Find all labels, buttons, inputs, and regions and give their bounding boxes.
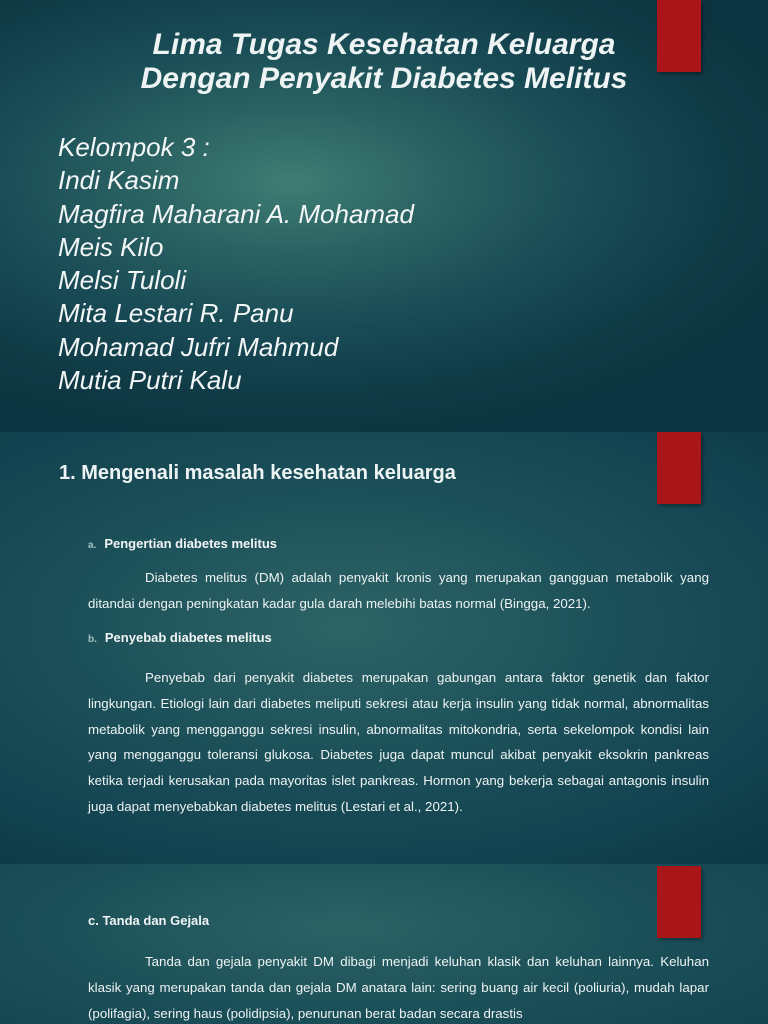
list-marker: b. <box>88 634 97 645</box>
paragraph-c <box>88 949 709 1024</box>
title-slide <box>0 0 768 432</box>
paragraph-text: Diabetes melitus (DM) adalah penyakit kronis yang merupakan gangguan metabolik yang ditandai dengan peningkatan kadar gula darah melebihi batas normal (Bingga, 2021). <box>88 570 709 611</box>
paragraph-text: Tanda dan gejala penyakit DM dibagi menjadi keluhan klasik dan keluhan lainnya. Keluhan klasik yang merupakan tanda dan gejala DM anatara lain: sering buang air kecil (poliuria), mudah lapar (polifagia), sering haus (polidipsia), penurunan berat badan secara drastis <box>88 954 709 1021</box>
title-line-2: Dengan Penyakit Diabetes Melitus <box>140 62 628 95</box>
subheading-a <box>88 535 277 555</box>
paragraph-text: Penyebab dari penyakit diabetes merupakan gabungan antara faktor genetik dan faktor lingkungan. Etiologi lain dari diabetes meliputi sekresi atau kerja insulin yang tidak normal, abnormalitas metabolik yang mengganggu sekresi insulin, abnormalitas mitokondria, serta sekelompok kondisi lain yang mengganggu toleransi glukosa. Diabetes juga dapat muncul akibat penyakit eksokrin pankreas ketika terjadi kerusakan pada mayoritas islet pankreas. Hormon yang bekerja sebagai antagonis insulin juga dapat menyebabkan diabetes melitus (Lestari et al., 2021). <box>88 670 709 814</box>
paragraph-b <box>88 665 709 820</box>
section-1-slide <box>0 432 768 864</box>
subheading-text: Penyebab diabetes melitus <box>104 630 272 645</box>
member-name: Magfira Maharani A. Mohamad <box>58 198 414 229</box>
section-c-slide <box>0 864 768 1024</box>
subheading-c: c. Tanda dan Gejala <box>88 913 210 928</box>
title-line-1: Lima Tugas Kesehatan Keluarga <box>152 28 616 61</box>
member-name: Mutia Putri Kalu <box>58 365 242 396</box>
member-name: Mita Lestari R. Panu <box>58 298 294 329</box>
red-accent-bar <box>657 432 701 504</box>
page-title <box>40 28 728 96</box>
subheading-text: Pengertian diabetes melitus <box>104 536 278 551</box>
group-label: Kelompok 3 : <box>58 132 210 162</box>
member-name: Melsi Tuloli <box>58 265 187 296</box>
group-members <box>58 131 414 397</box>
list-marker: a. <box>88 540 97 551</box>
section-heading: 1. Mengenali masalah kesehatan keluarga <box>59 462 456 484</box>
member-name: Mohamad Jufri Mahmud <box>58 331 339 362</box>
member-name: Meis Kilo <box>58 231 164 262</box>
red-accent-bar <box>657 866 701 938</box>
subheading-b <box>88 629 272 649</box>
paragraph-a <box>88 565 709 617</box>
member-name: Indi Kasim <box>58 165 180 196</box>
